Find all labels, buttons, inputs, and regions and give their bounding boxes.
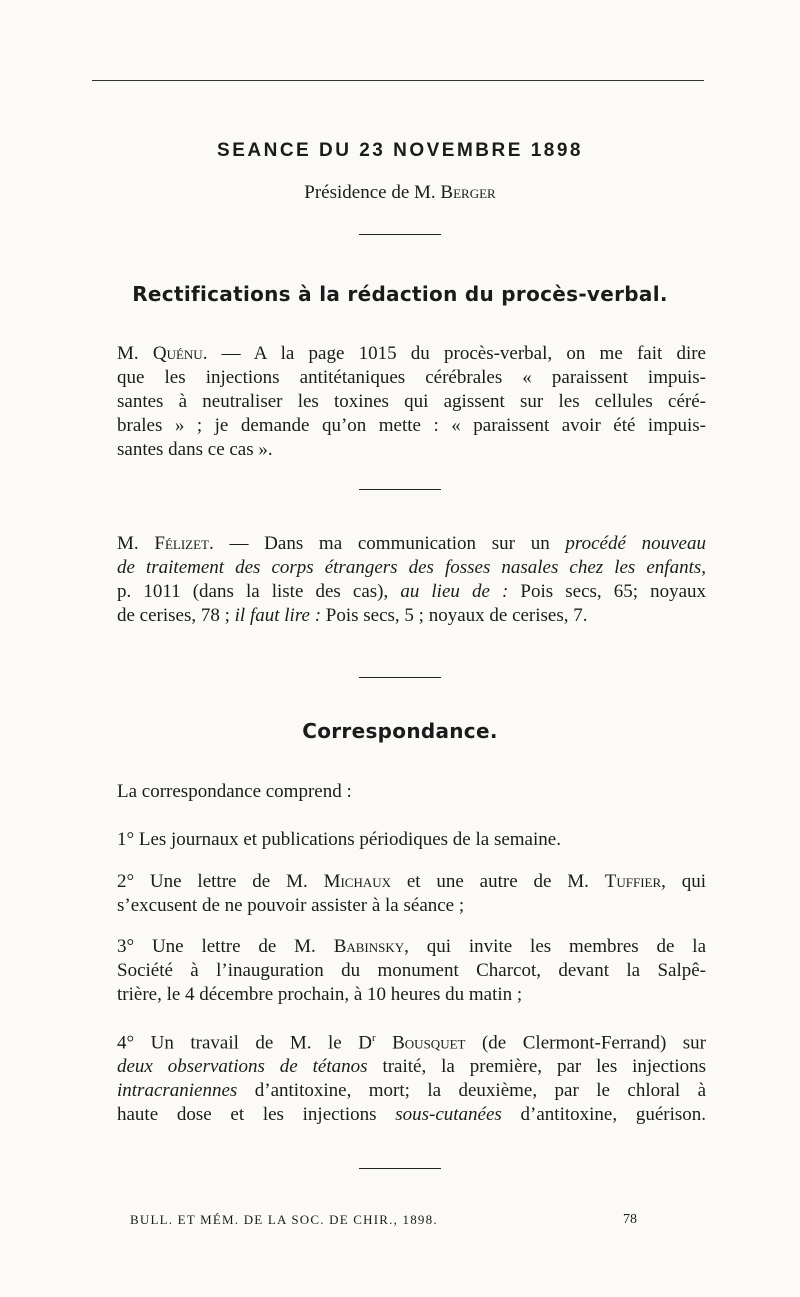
- item-text: 1° Les journaux et publications périodiques de la semaine.: [117, 829, 561, 850]
- felizet-line-3: [117, 580, 706, 604]
- section-divider: [359, 1168, 441, 1169]
- section-heading-rectifications: Rectifications à la rédaction du procès-verbal.: [132, 282, 668, 306]
- quenu-line-5: santes dans ce cas ».: [117, 439, 273, 460]
- intro-text: La correspondance comprend :: [117, 781, 352, 802]
- correspondance-intro: [117, 780, 706, 804]
- correspondance-item-3: [117, 935, 706, 1007]
- quenu-text-1: . — A la page 1015 du procès-verbal, on me fait dire: [202, 343, 706, 364]
- felizet-line-2: [117, 556, 706, 580]
- session-title: SEANCE DU 23 NOVEMBRE 1898: [217, 140, 583, 161]
- item-text: traité, la première, par les injections: [382, 1056, 707, 1078]
- felizet-italic: il faut lire :: [234, 605, 322, 626]
- speaker-prefix: M.: [117, 533, 139, 554]
- item2-line-1: [117, 870, 706, 894]
- correspondance-item-1: [117, 828, 706, 852]
- section-heading-correspondance: Correspondance.: [302, 719, 498, 743]
- section-divider: [359, 234, 441, 235]
- felizet-text: Pois secs, 65; noyaux: [520, 581, 707, 602]
- quenu-line-3: santes à neutraliser les toxines qui agissent sur les cellules céré-: [117, 391, 706, 412]
- quenu-line-4: brales » ; je demande qu’on mette : « paraissent avoir été impuis-: [117, 415, 706, 436]
- speaker-name: Félizet: [154, 533, 209, 554]
- doctor-superscript: r: [371, 1032, 376, 1044]
- correspondance-item-4: [117, 1026, 706, 1127]
- item-text: et une autre de M.: [406, 871, 589, 892]
- quenu-line-2: que les injections antitétaniques cérébrales « paraissent impuis-: [117, 367, 706, 388]
- felizet-paragraph: [117, 532, 706, 628]
- item-text: 4° Un travail de M. le D: [117, 1032, 372, 1054]
- felizet-text: de cerises, 78 ;: [117, 605, 230, 626]
- item-text: d’antitoxine, guérison.: [520, 1104, 707, 1126]
- item-italic: deux observations de tétanos: [117, 1056, 368, 1078]
- item4-line-2: [117, 1055, 706, 1079]
- president-name: Berger: [440, 182, 496, 203]
- item2-line-2: s’excusent de ne pouvoir assister à la séance ;: [117, 895, 465, 916]
- felizet-line-1: [117, 532, 706, 556]
- page-number: 78: [623, 1212, 637, 1227]
- felizet-italic-title: procédé nouveau: [565, 533, 706, 554]
- item-text: (de Clermont-Ferrand) sur: [481, 1032, 707, 1054]
- item-text: 2° Une lettre de M.: [117, 871, 308, 892]
- presidence-prefix: Présidence de M.: [304, 182, 436, 203]
- item4-line-3: [117, 1079, 706, 1103]
- correspondance-item-2: [117, 870, 706, 918]
- item3-line-2: Société à l’inauguration du monument Charcot, devant la Salpê-: [117, 960, 706, 981]
- item-italic: intracraniennes: [117, 1080, 238, 1102]
- item-text: , qui invite les membres de la: [404, 936, 707, 957]
- item4-line-4: [117, 1103, 706, 1127]
- speaker-prefix: M.: [117, 343, 139, 364]
- quenu-paragraph: [117, 342, 706, 462]
- section-divider: [359, 677, 441, 678]
- presidence-line: [0, 182, 800, 204]
- item-text: 3° Une lettre de M.: [117, 936, 316, 957]
- person-name: Babinsky: [333, 936, 405, 957]
- item-text: haute dose et les injections: [117, 1104, 377, 1126]
- quenu-line-1: [117, 342, 706, 366]
- item-text: , qui: [661, 871, 707, 892]
- person-name: Tuffier: [604, 871, 662, 892]
- felizet-italic: au lieu de :: [400, 581, 509, 602]
- item-text: d’antitoxine, mort; la deuxième, par le chloral à: [254, 1080, 706, 1102]
- top-rule: [92, 80, 704, 81]
- item4-line-1: [117, 1026, 706, 1055]
- item-italic: sous-cutanées: [395, 1104, 502, 1126]
- speaker-name: Quénu: [152, 343, 203, 364]
- section-divider: [359, 489, 441, 490]
- item3-line-3: trière, le 4 décembre prochain, à 10 heures du matin ;: [117, 984, 523, 1005]
- item3-line-1: [117, 935, 706, 959]
- person-name: Michaux: [323, 871, 392, 892]
- person-name: Bousquet: [392, 1032, 466, 1054]
- felizet-italic-title-cont: de traitement des corps étrangers des fosses nasales chez les enfants,: [117, 557, 706, 578]
- felizet-text: p. 1011 (dans la liste des cas),: [117, 581, 389, 602]
- felizet-text: . — Dans ma communication sur un: [208, 533, 550, 554]
- felizet-text: Pois secs, 5 ; noyaux de cerises, 7.: [325, 605, 588, 626]
- footer-journal: BULL. ET MÉM. DE LA SOC. DE CHIR., 1898.: [130, 1212, 438, 1227]
- felizet-line-4: [117, 604, 706, 628]
